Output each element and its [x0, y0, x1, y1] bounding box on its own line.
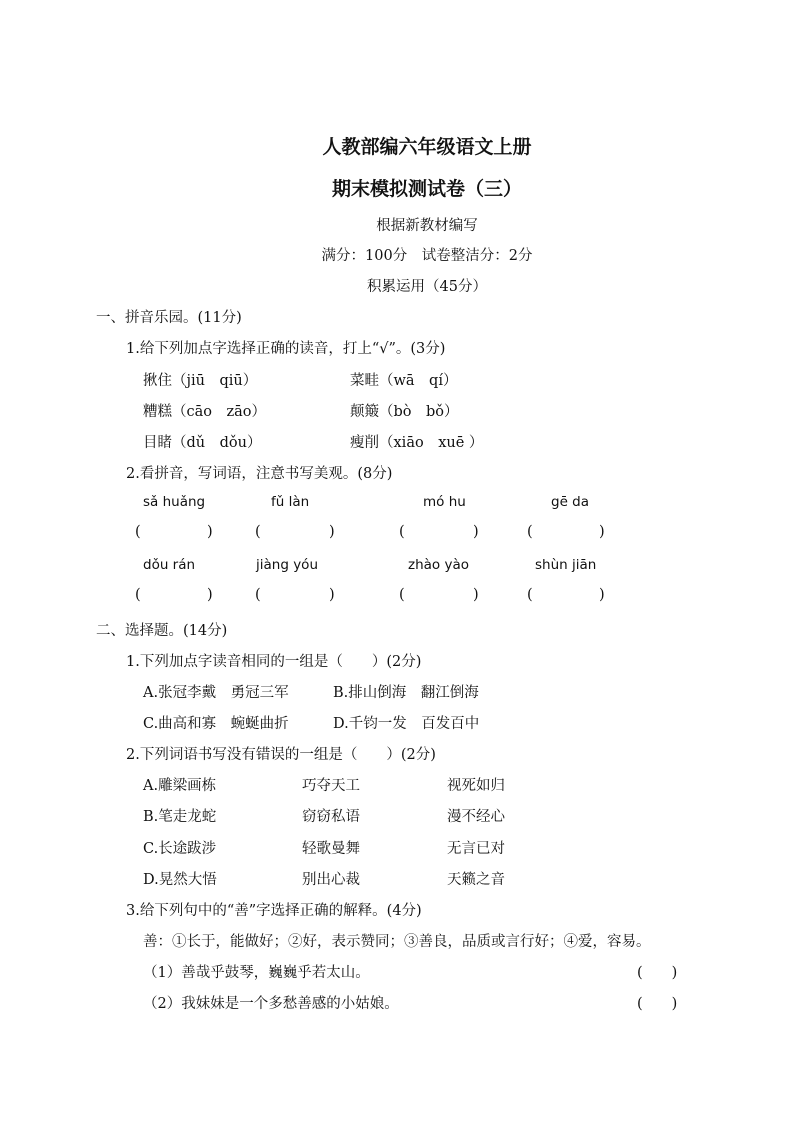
pinyin-word: shùn jiān	[535, 557, 597, 573]
pinyin-word: sǎ huǎng	[143, 494, 206, 510]
choice-option: C.曲高和寡 蜿蜒曲折	[143, 716, 289, 732]
part2-heading: 二、选择题。(14分)	[96, 623, 228, 639]
definition-line: 善：①长于，能做好；②好，表示赞同；③善良，品质或言行好；④爱，容易。	[143, 934, 651, 950]
sentence-item: （2）我妹妹是一个多愁善感的小姑娘。	[143, 996, 399, 1012]
answer-blank-close: )	[329, 524, 335, 540]
word-group: 巧夺天工	[302, 778, 360, 794]
choice-option: D.千钧一发 百发百中	[333, 716, 480, 732]
page-title: 人教部编六年级语文上册	[322, 136, 532, 158]
answer-blank-open: (	[399, 524, 405, 540]
answer-blank-open: (	[135, 524, 141, 540]
word-group: 轻歌曼舞	[302, 841, 360, 857]
choice-option: A.张冠李戴 勇冠三军	[143, 685, 289, 701]
pinyin-word: zhào yào	[408, 557, 469, 573]
page-subtitle-title: 期末模拟测试卷（三）	[331, 178, 522, 200]
pinyin-word: fǔ làn	[271, 494, 310, 510]
answer-blank-close: )	[473, 587, 479, 603]
answer-blank-open: (	[399, 587, 405, 603]
word-group: 天籁之音	[447, 872, 505, 888]
answer-blank-close: )	[329, 587, 335, 603]
word-group: 窃窃私语	[302, 809, 360, 825]
sentence-item: （1）善哉乎鼓琴，巍巍乎若太山。	[143, 965, 370, 981]
answer-blank: ( )	[637, 965, 678, 981]
part2-q1-prompt: 1.下列加点字读音相同的一组是（ ）(2分)	[126, 654, 422, 670]
pinyin-word: dǒu rán	[143, 557, 196, 573]
answer-blank-open: (	[255, 587, 261, 603]
pinyin-choice-item: 颠簸（bò bǒ）	[350, 404, 459, 420]
answer-blank-open: (	[527, 587, 533, 603]
word-group: C.长途跋涉	[143, 841, 217, 857]
answer-blank-open: (	[527, 524, 533, 540]
pinyin-choice-item: 糟糕（cāo zāo）	[143, 404, 267, 420]
word-group: D.晃然大悟	[143, 872, 217, 888]
word-group: 漫不经心	[447, 809, 505, 825]
part1-q1-prompt: 1.给下列加点字选择正确的读音，打上“√”。(3分)	[126, 341, 446, 357]
answer-blank-open: (	[255, 524, 261, 540]
score-info: 满分：100分 试卷整洁分：2分	[321, 248, 533, 264]
choice-option: B.排山倒海 翻江倒海	[333, 685, 479, 701]
word-group: 别出心裁	[302, 872, 360, 888]
pinyin-choice-item: 揪住（jiū qiū）	[143, 373, 258, 389]
answer-blank-close: )	[473, 524, 479, 540]
answer-blank: ( )	[637, 996, 678, 1012]
subtitle: 根据新教材编写	[376, 218, 478, 234]
part2-q2-prompt: 2.下列词语书写没有错误的一组是（ ）(2分)	[126, 747, 436, 763]
answer-blank-close: )	[207, 587, 213, 603]
pinyin-choice-item: 目睹（dǔ dǒu）	[143, 435, 262, 451]
word-group: A.雕梁画栋	[143, 778, 217, 794]
answer-blank-close: )	[207, 524, 213, 540]
part1-q2-prompt: 2.看拼音，写词语，注意书写美观。(8分)	[126, 466, 393, 482]
pinyin-word: mó hu	[423, 494, 466, 510]
section-heading: 积累运用（45分）	[367, 279, 487, 295]
word-group: 无言已对	[447, 841, 505, 857]
word-group: 视死如归	[447, 778, 505, 794]
pinyin-choice-item: 菜畦（wā qí）	[350, 373, 458, 389]
word-group: B.笔走龙蛇	[143, 809, 217, 825]
pinyin-choice-item: 瘦削（xiāo xuē ）	[350, 435, 484, 451]
part1-heading: 一、拼音乐园。(11分)	[96, 310, 242, 326]
answer-blank-close: )	[599, 524, 605, 540]
part2-q3-prompt: 3.给下列句中的“善”字选择正确的解释。(4分)	[126, 903, 422, 919]
answer-blank-open: (	[135, 587, 141, 603]
pinyin-word: jiàng yóu	[256, 557, 318, 573]
answer-blank-close: )	[599, 587, 605, 603]
pinyin-word: gē da	[551, 494, 590, 510]
